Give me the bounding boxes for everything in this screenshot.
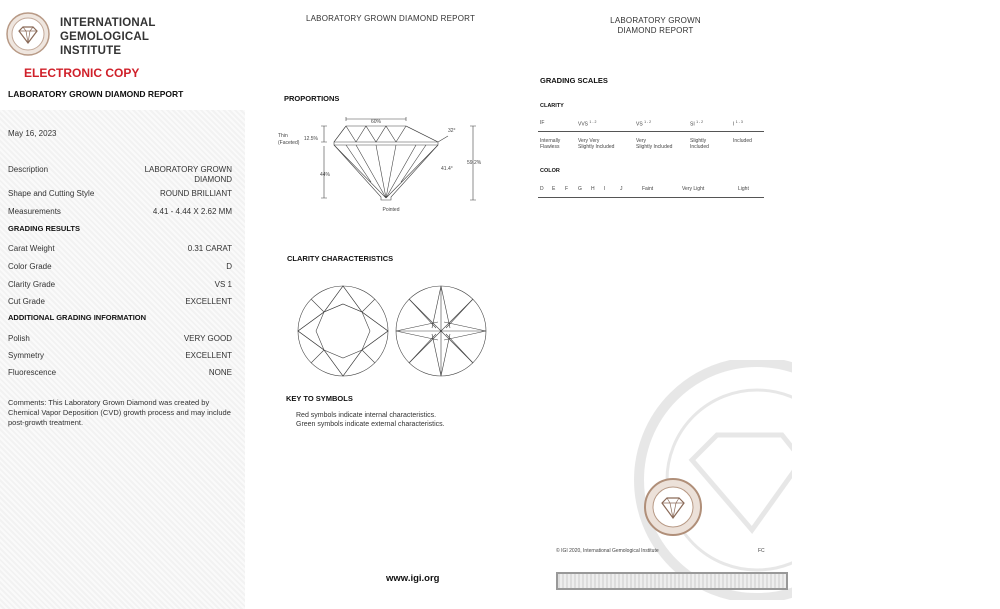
girdle-line-1: Thin	[278, 133, 288, 139]
clarity-grade-if: IF	[540, 120, 545, 126]
description-value-line-2: DIAMOND	[194, 175, 232, 184]
color-grade-e: E	[552, 186, 556, 192]
report-details-panel: May 16, 2023 Description LABORATORY GROWN DIAMOND Shape and Cutting Style ROUND BRILLIANT Measurements 4.41 - 4.44 X 2.62 MM GRADING RESULTS Carat Weight 0.31 CARAT Color Grade D Clarity Grade VS 1 Cut Grade EXCELLENT ADDITIONAL GRADING INFORMATION Polish VERY GOOD Symmetry EXCELLENT Fluorescence NONE	[0, 110, 245, 609]
table-percent: 60%	[370, 119, 382, 125]
color-desc-very-light: Very Light	[682, 186, 705, 192]
igi-footer-seal	[644, 478, 702, 536]
proportions-diagram	[276, 112, 496, 217]
report-title-mid: LABORATORY GROWN DIAMOND REPORT	[306, 14, 476, 23]
security-strip	[556, 572, 788, 590]
comments-text: Comments: This Laboratory Grown Diamond was created by Chemical Vapor Deposition (CVD) growth process and may include post-growth treatment.	[8, 398, 231, 427]
clarity-desc-vs: Very Slightly Included	[636, 138, 673, 150]
color-grade-j: J	[620, 186, 623, 192]
clarity-desc-i: Included	[733, 138, 752, 144]
color-grade-i: I	[604, 186, 606, 192]
total-depth: 59.2%	[467, 160, 482, 166]
clarity-grade-vvs: VVS $^{1 - 2}$	[578, 120, 597, 128]
pavilion-angle: 41.4°	[441, 166, 453, 172]
clarity-grade-vs: VS $^{1 - 2}$	[636, 120, 652, 128]
color-grade-g: G	[578, 186, 582, 192]
description-value-line-1: LABORATORY GROWN	[144, 165, 232, 174]
color-scale-title: COLOR	[540, 168, 560, 174]
crown-angle: 32°	[448, 128, 456, 134]
clarity-characteristics-title: CLARITY CHARACTERISTICS	[287, 254, 394, 263]
color-grade-d: D	[540, 186, 544, 192]
color-desc-faint: Faint	[642, 186, 654, 192]
color-grade-f: F	[565, 186, 569, 192]
copyright-text: © IGI 2020, International Gemological Institute	[556, 548, 659, 554]
pavilion-depth: 44%	[320, 172, 331, 178]
clarity-grade-i: I $^{1 - 3}$	[733, 120, 743, 128]
crown-plot-diagram	[296, 284, 390, 378]
clarity-desc-vvs: Very Very Slightly Included	[578, 138, 615, 150]
institute-line-2: GEMOLOGICAL	[60, 31, 150, 43]
key-to-symbols-title: KEY TO SYMBOLS	[286, 394, 353, 403]
institute-name	[60, 16, 156, 58]
key-line-red: Red symbols indicate internal characteristics.	[296, 412, 437, 419]
institute-line-3: INSTITUTE	[60, 45, 122, 57]
grading-scales-title: GRADING SCALES	[540, 76, 608, 85]
institute-line-1: INTERNATIONAL	[60, 17, 156, 29]
pavilion-plot-diagram	[394, 284, 488, 378]
key-line-green: Green symbols indicate external characteristics.	[296, 421, 445, 428]
key-to-symbols-text	[296, 411, 445, 429]
culet-label: Pointed	[382, 207, 400, 213]
color-grade-h: H	[591, 186, 595, 192]
website-link[interactable]: www.igi.org	[386, 573, 440, 584]
clarity-scale-title: CLARITY	[540, 103, 564, 109]
clarity-grade-si: SI $^{1 - 2}$	[690, 120, 704, 128]
color-scale-line	[538, 197, 764, 198]
report-title-left: LABORATORY GROWN DIAMOND REPORT	[8, 89, 184, 99]
clarity-desc-if: Internally Flawless	[540, 138, 561, 150]
color-desc-light: Light	[738, 186, 749, 192]
clarity-desc-si: Slightly Included	[690, 138, 709, 150]
report-title-right	[598, 16, 713, 36]
girdle-line-2: (Faceted)	[278, 140, 300, 146]
igi-seal-logo	[6, 12, 50, 56]
crown-height: 12.5%	[303, 136, 318, 142]
footer-code: FC	[758, 548, 765, 554]
proportions-title: PROPORTIONS	[284, 94, 340, 103]
additional-grading-title: ADDITIONAL GRADING INFORMATION	[8, 313, 147, 322]
grading-results-title: GRADING RESULTS	[8, 224, 80, 233]
electronic-copy-label: ELECTRONIC COPY	[24, 66, 140, 80]
report-title-right-line-2: DIAMOND REPORT	[617, 26, 694, 35]
report-title-right-line-1: LABORATORY GROWN	[610, 16, 701, 25]
clarity-scale-line	[538, 131, 764, 132]
